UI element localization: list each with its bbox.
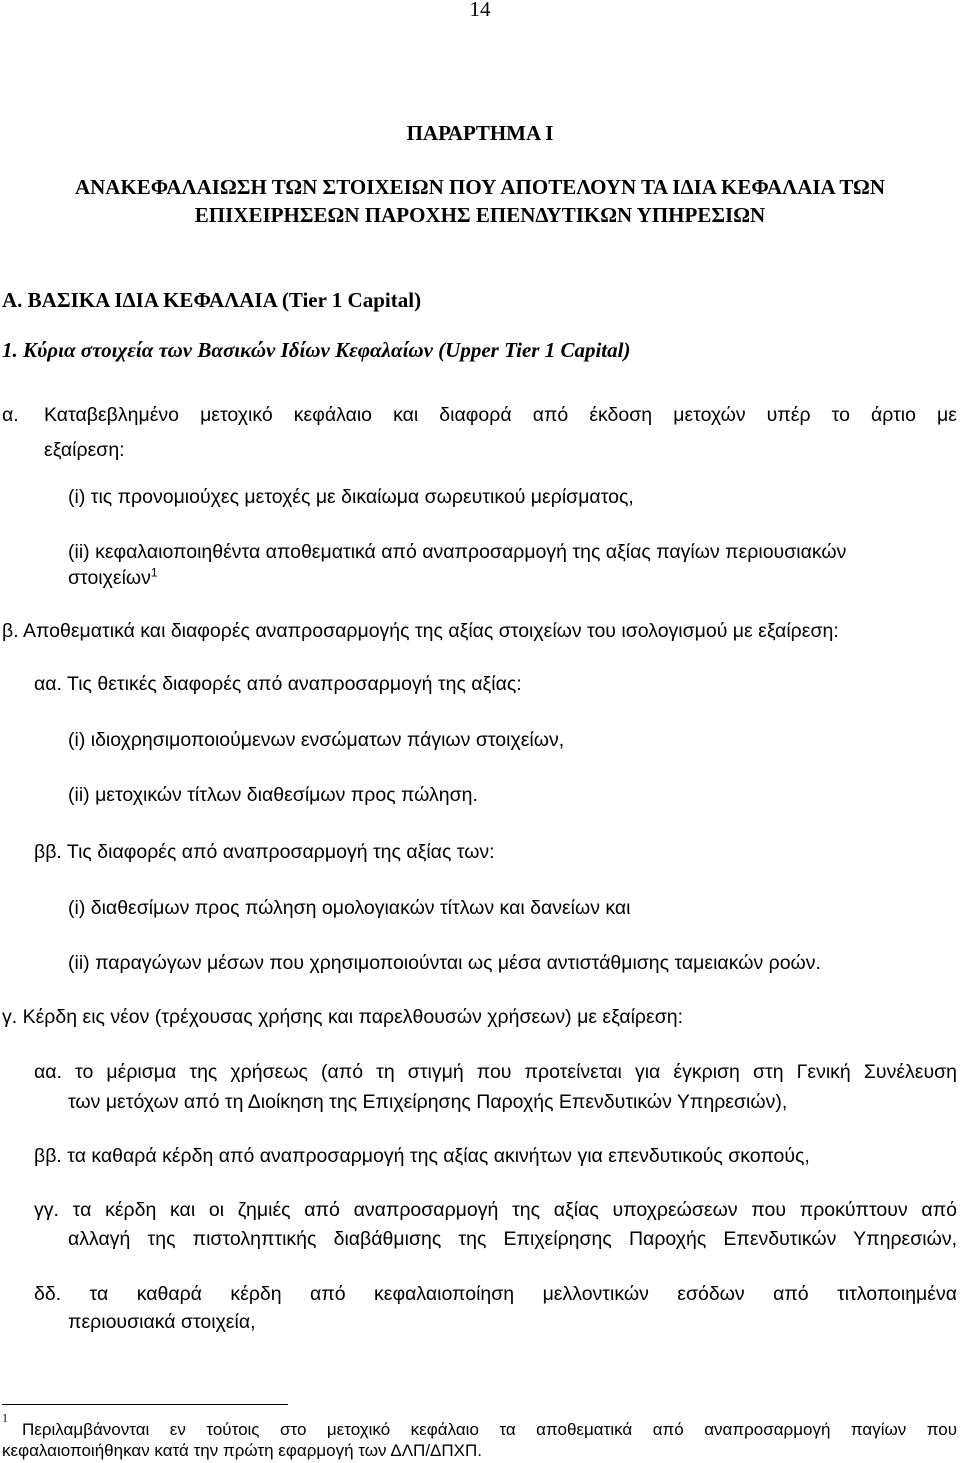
title-line-1: ΑΝΑΚΕΦΑΛΑΙΩΣΗ ΤΩΝ ΣΤΟΙΧΕΙΩΝ ΠΟΥ ΑΠΟΤΕΛΟΥΝ ΤΑ ΙΔΙΑ ΚΕΦΑΛΑΙΑ ΤΩΝ <box>74 175 886 199</box>
item-b-bb-sub-ii: (ii) παραγώγων μέσων που χρησιμοποιούνται ως μέσα αντιστάθμισης ταμειακών ροών. <box>68 952 821 974</box>
subsection-1-heading: 1. Κύρια στοιχεία των Βασικών Ιδίων Κεφαλαίων (Upper Tier 1 Capital) <box>2 338 631 362</box>
item-a-sub-ii-line-1: (ii) κεφαλαιοποιηθέντα αποθεματικά από αναπροσαρμογή της αξίας παγίων περιουσιακών <box>68 541 847 563</box>
item-b-bb-sub-i: (i) διαθεσίμων προς πώληση ομολογιακών τίτλων και δανείων και <box>68 897 631 919</box>
item-c-heading: γ. Κέρδη εις νέον (τρέχουσας χρήσης και παρελθουσών χρήσεων) με εξαίρεση: <box>2 1006 684 1028</box>
item-b-bb-label: ββ. Τις διαφορές από αναπροσαρμογή της αξίας των: <box>34 841 495 863</box>
item-c-aa-line-2: των μετόχων από τη Διοίκηση της Επιχείρησης Παροχής Επενδυτικών Υπηρεσιών), <box>68 1091 788 1113</box>
item-b-aa-label: αα. Τις θετικές διαφορές από αναπροσαρμογή της αξίας: <box>34 673 522 695</box>
item-c-aa-line-1: αα. το μέρισμα της χρήσεως (από τη στιγμή που προτείνεται για έγκριση στη Γενική Συνέλευση <box>34 1061 957 1083</box>
item-a-sub-i: (i) τις προνομιούχες μετοχές με δικαίωμα σωρευτικού μερίσματος, <box>68 486 634 508</box>
item-a-marker: α. <box>2 404 19 426</box>
item-c-dd-line-1: δδ. τα καθαρά κέρδη από κεφαλαιοποίηση μελλοντικών εσόδων από τιτλοποιημένα <box>34 1283 957 1305</box>
footnote-line-2: κεφαλαιοποιήθηκαν κατά την πρώτη εφαρμογή των ΔΛΠ/ΔΠΧΠ. <box>2 1441 483 1460</box>
item-c-bb: ββ. τα καθαρά κέρδη από αναπροσαρμογή της αξίας ακινήτων για επενδυτικούς σκοπούς, <box>34 1145 810 1167</box>
item-c-gg-line-1: γγ. τα κέρδη και οι ζημιές από αναπροσαρμογή της αξίας υποχρεώσεων που προκύπτουν από <box>34 1199 957 1221</box>
item-a-line-1: Καταβεβλημένο μετοχικό κεφάλαιο και διαφορά από έκδοση μετοχών υπέρ το άρτιο με <box>44 404 957 426</box>
item-c-dd-line-2: περιουσιακά στοιχεία, <box>68 1311 256 1333</box>
item-b-aa-sub-i: (i) ιδιοχρησιμοποιούμενων ενσώματων πάγιων στοιχείων, <box>68 729 565 751</box>
footnote-separator <box>2 1404 288 1405</box>
section-a-heading: Α. ΒΑΣΙΚΑ ΙΔΙΑ ΚΕΦΑΛΑΙΑ (Tier 1 Capital) <box>2 288 422 312</box>
footnote-number: 1 <box>2 1410 8 1425</box>
item-a-sub-ii-line-2: στοιχείων$^1$ <box>68 565 158 589</box>
item-a-line-2: εξαίρεση: <box>44 439 125 461</box>
page-number: 14 <box>469 0 491 21</box>
footnote-reference: 1 <box>150 565 158 580</box>
item-c-gg-line-2: αλλαγή της πιστοληπτικής διαβάθμισης της Επιχείρησης Παροχής Επενδυτικών Υπηρεσιών, <box>68 1228 957 1250</box>
item-b-aa-sub-ii: (ii) μετοχικών τίτλων διαθεσίμων προς πώληση. <box>68 784 478 806</box>
item-b-heading: β. Αποθεματικά και διαφορές αναπροσαρμογής της αξίας στοιχείων του ισολογισμού με εξαίρεση: <box>2 620 839 642</box>
footnote-line-1: Περιλαμβάνονται εν τούτοις στο μετοχικό κεφάλαιο τα αποθεματικά από αναπροσαρμογή παγίων που <box>22 1420 957 1439</box>
title-line-2: ΕΠΙΧΕΙΡΗΣΕΩΝ ΠΑΡΟΧΗΣ ΕΠΕΝΔΥΤΙΚΩΝ ΥΠΗΡΕΣΙΩΝ <box>194 203 766 227</box>
annex-heading: ΠΑΡΑΡΤΗΜΑ Ι <box>406 121 554 145</box>
